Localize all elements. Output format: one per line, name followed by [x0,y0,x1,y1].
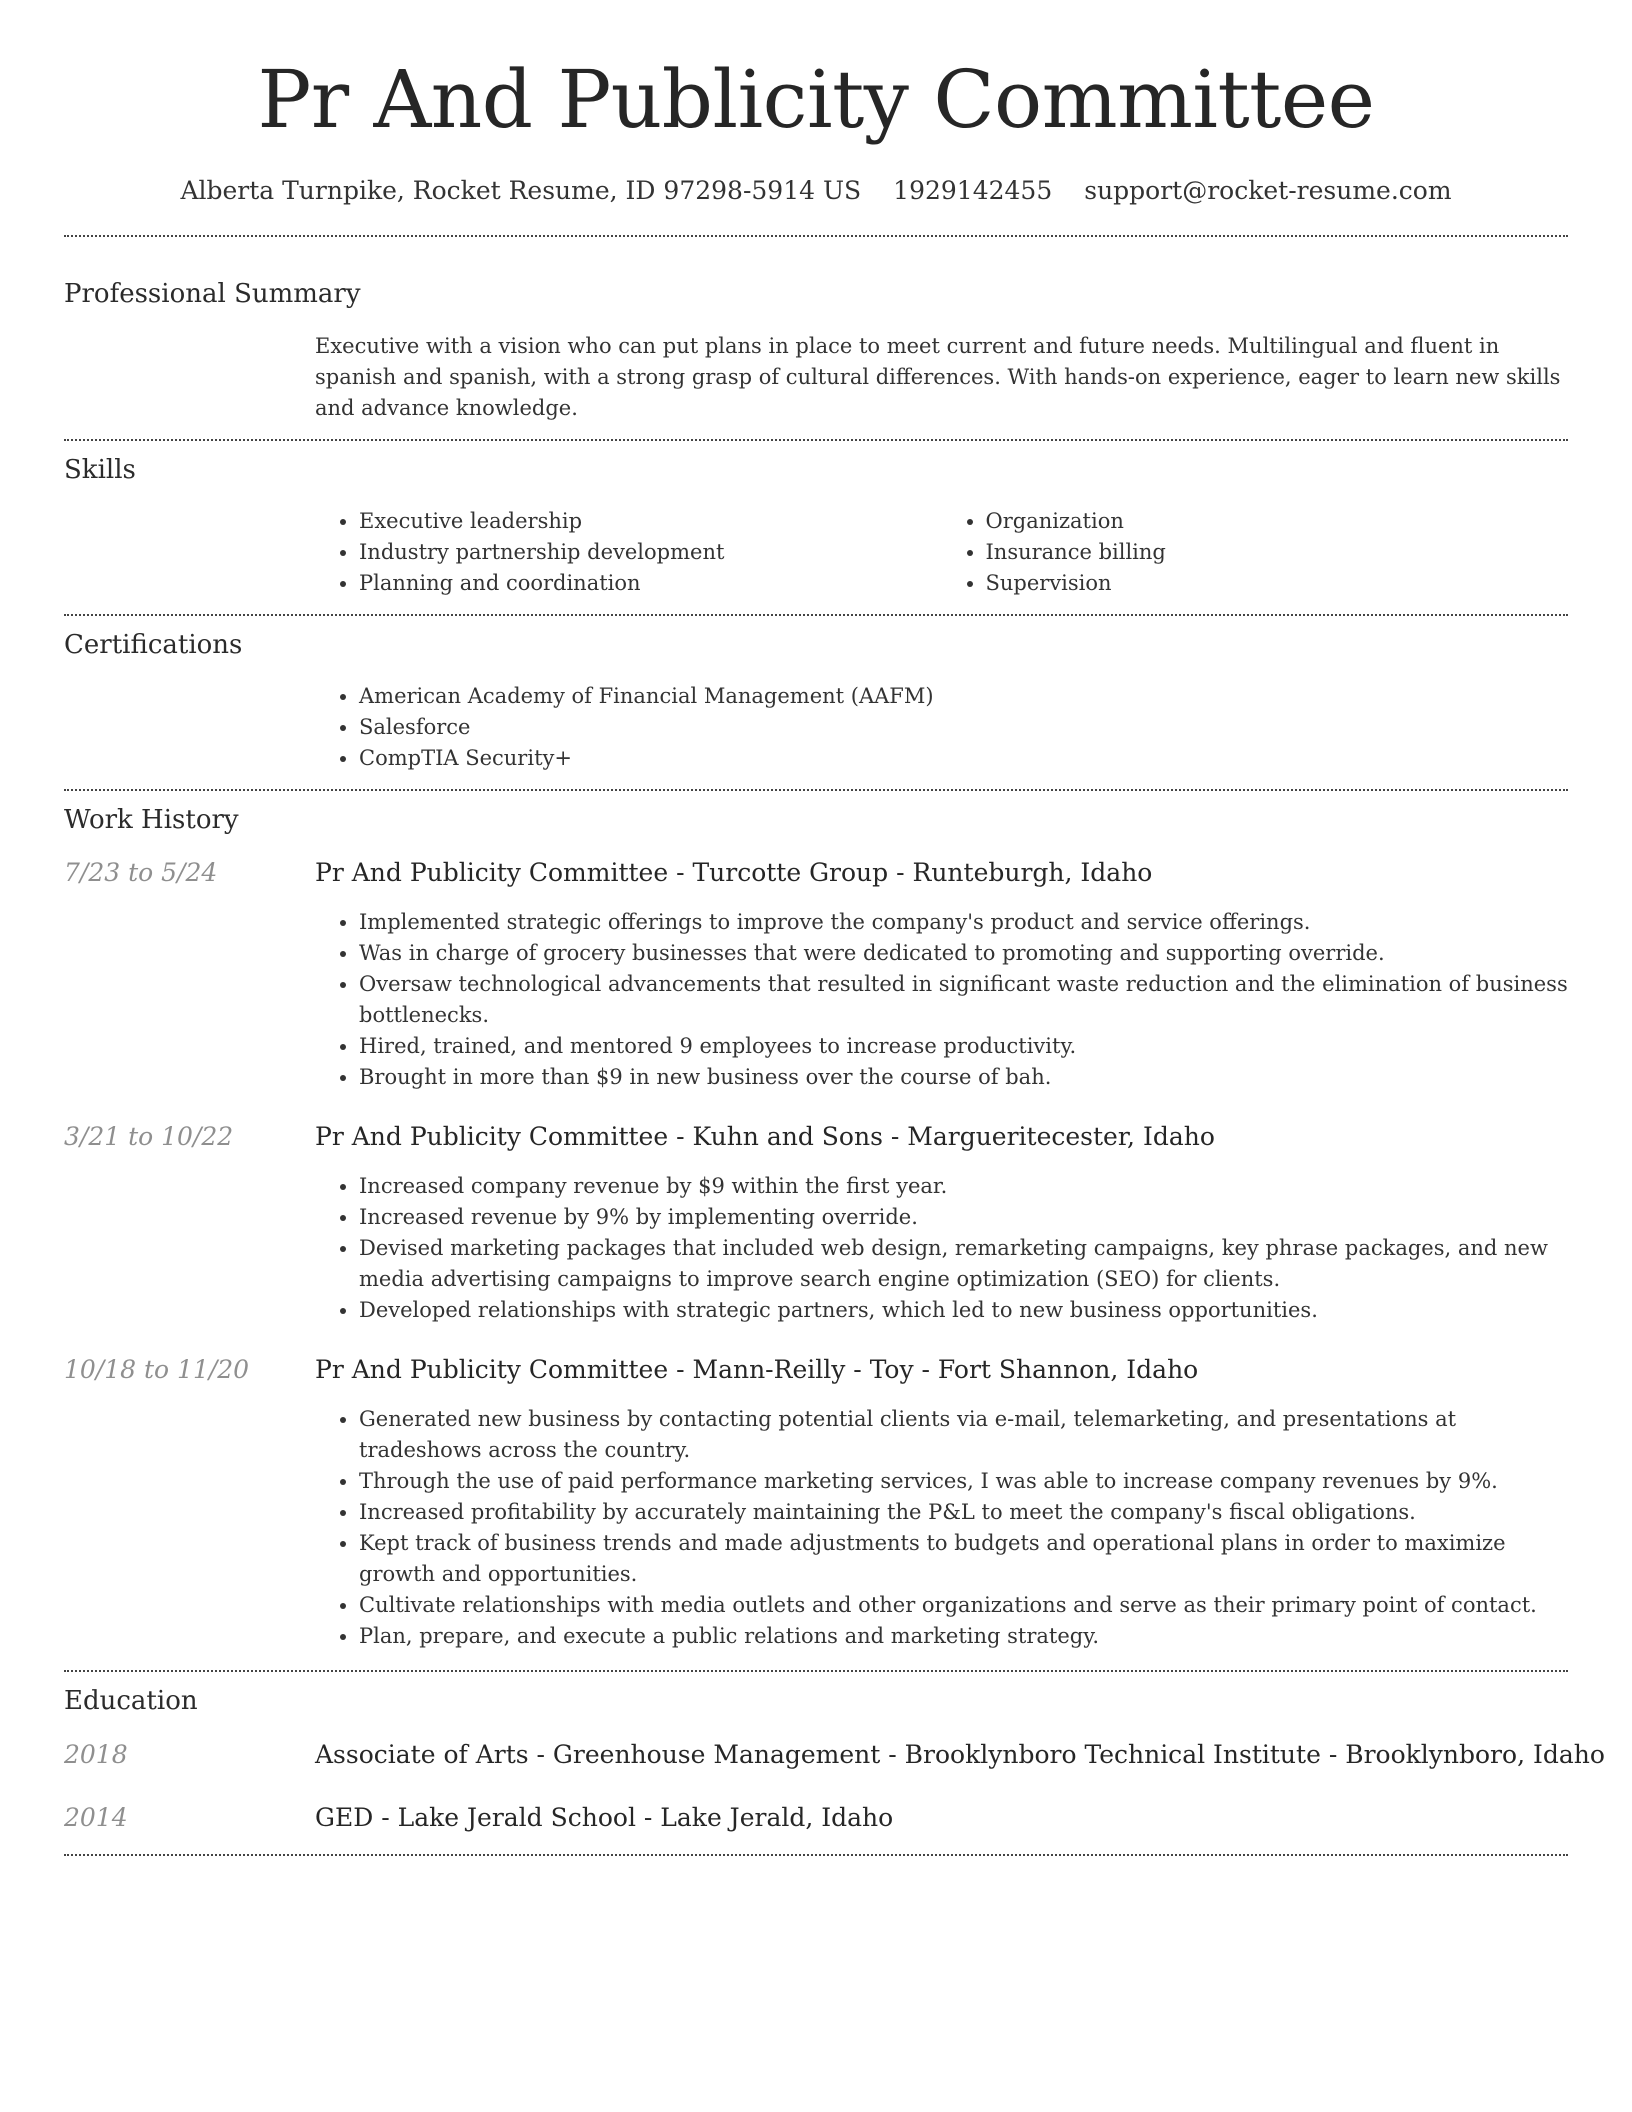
education-year: 2014 [64,1803,128,1832]
certifications-section [64,616,1568,774]
skills-list-right [942,506,1569,599]
education-entry [64,1803,1568,1832]
summary-text: Executive with a vision who can put plans in place to meet current and future needs. Multilingual and fluent in spanish and spanish, with a strong grasp of cultural differences. With hands-on experience, eager to learn new skills and advance knowledge. [315,334,1561,420]
job-bullet: • Cultivate relationships with media outlets and other organizations and serve as their primary point of contact. [359,1590,1568,1621]
skill-item: • Organization [986,506,1569,537]
job-entry [64,1122,1568,1326]
summary-section [64,237,1568,424]
work-section [64,791,1568,1652]
job-bullet: • Implemented strategic offerings to improve the company's product and service offerings. [359,907,1568,938]
education-section [64,1672,1605,1832]
education-entry [64,1740,1605,1769]
job-entry [64,858,1568,1093]
job-bullet: • Was in charge of grocery businesses that were dedicated to promoting and supporting override. [359,938,1568,969]
skill-item: • Executive leadership [359,506,942,537]
skills-list-left [315,506,942,599]
job-bullet: • Increased profitability by accurately maintaining the P&L to meet the company's fiscal obligations. [359,1497,1568,1528]
job-bullet: • Oversaw technological advancements that resulted in significant waste reduction and the elimination of business bottlenecks. [359,969,1568,1031]
job-bullet: • Generated new business by contacting potential clients via e-mail, telemarketing, and presentations at tradeshows across the country. [359,1404,1568,1466]
summary-title: Professional Summary [64,279,361,309]
work-title: Work History [64,805,239,835]
education-title-line: GED - Lake Jerald School - Lake Jerald, Idaho [315,1803,894,1832]
certification-item: • American Academy of Financial Management (AAFM) [359,681,1568,712]
job-bullet: • Hired, trained, and mentored 9 employees to increase productivity. [359,1031,1568,1062]
job-bullet: • Brought in more than $9 in new business over the course of bah. [359,1062,1568,1093]
job-bullets [315,907,1568,1093]
contact-email: support@rocket-resume.com [1084,176,1452,205]
contact-phone: 1929142455 [893,176,1053,205]
job-bullet: • Kept track of business trends and made adjustments to budgets and operational plans in order to maximize growth and opportunities. [359,1528,1568,1590]
job-bullet: • Devised marketing packages that included web design, remarketing campaigns, key phrase packages, and new media advertising campaigns to improve search engine optimization (SEO) for clients. [359,1233,1568,1295]
job-dates: 7/23 to 5/24 [64,858,218,887]
job-bullets [315,1171,1568,1326]
education-title-line: Associate of Arts - Greenhouse Management - Brooklynboro Technical Institute - Brooklynboro, Idaho [315,1740,1605,1769]
job-dates: 10/18 to 11/20 [64,1355,250,1384]
contact-address: Alberta Turnpike, Rocket Resume, ID 97298-5914 US [180,176,862,205]
job-bullet: • Through the use of paid performance marketing services, I was able to increase company revenues by 9%. [359,1466,1568,1497]
skill-item: • Industry partnership development [359,537,942,568]
job-title: Pr And Publicity Committee - Mann-Reilly - Toy - Fort Shannon, Idaho [315,1355,1199,1384]
candidate-name: Pr And Publicity Committee [257,53,1375,146]
job-bullet: • Increased revenue by 9% by implementing override. [359,1202,1568,1233]
job-bullet: • Plan, prepare, and execute a public relations and marketing strategy. [359,1621,1568,1652]
job-entry [64,1355,1568,1652]
job-bullet: • Developed relationships with strategic partners, which led to new business opportunities. [359,1295,1568,1326]
skills-title: Skills [64,455,136,485]
certifications-title: Certifications [64,630,243,660]
education-year: 2018 [64,1740,128,1769]
job-dates: 3/21 to 10/22 [64,1122,234,1151]
education-title: Education [64,1686,198,1716]
job-title: Pr And Publicity Committee - Turcotte Group - Runteburgh, Idaho [315,858,1153,887]
certifications-list [315,681,1568,774]
skill-item: • Planning and coordination [359,568,942,599]
certification-item: • CompTIA Security+ [359,743,1568,774]
skills-section [64,441,1568,599]
education-divider [64,1854,1568,1856]
job-bullets [315,1404,1568,1652]
certification-item: • Salesforce [359,712,1568,743]
contact-line [64,176,1568,205]
skill-item: • Supervision [986,568,1569,599]
job-bullet: • Increased company revenue by $9 within the first year. [359,1171,1568,1202]
skill-item: • Insurance billing [986,537,1569,568]
job-title: Pr And Publicity Committee - Kuhn and Sons - Margueritecester, Idaho [315,1122,1215,1151]
